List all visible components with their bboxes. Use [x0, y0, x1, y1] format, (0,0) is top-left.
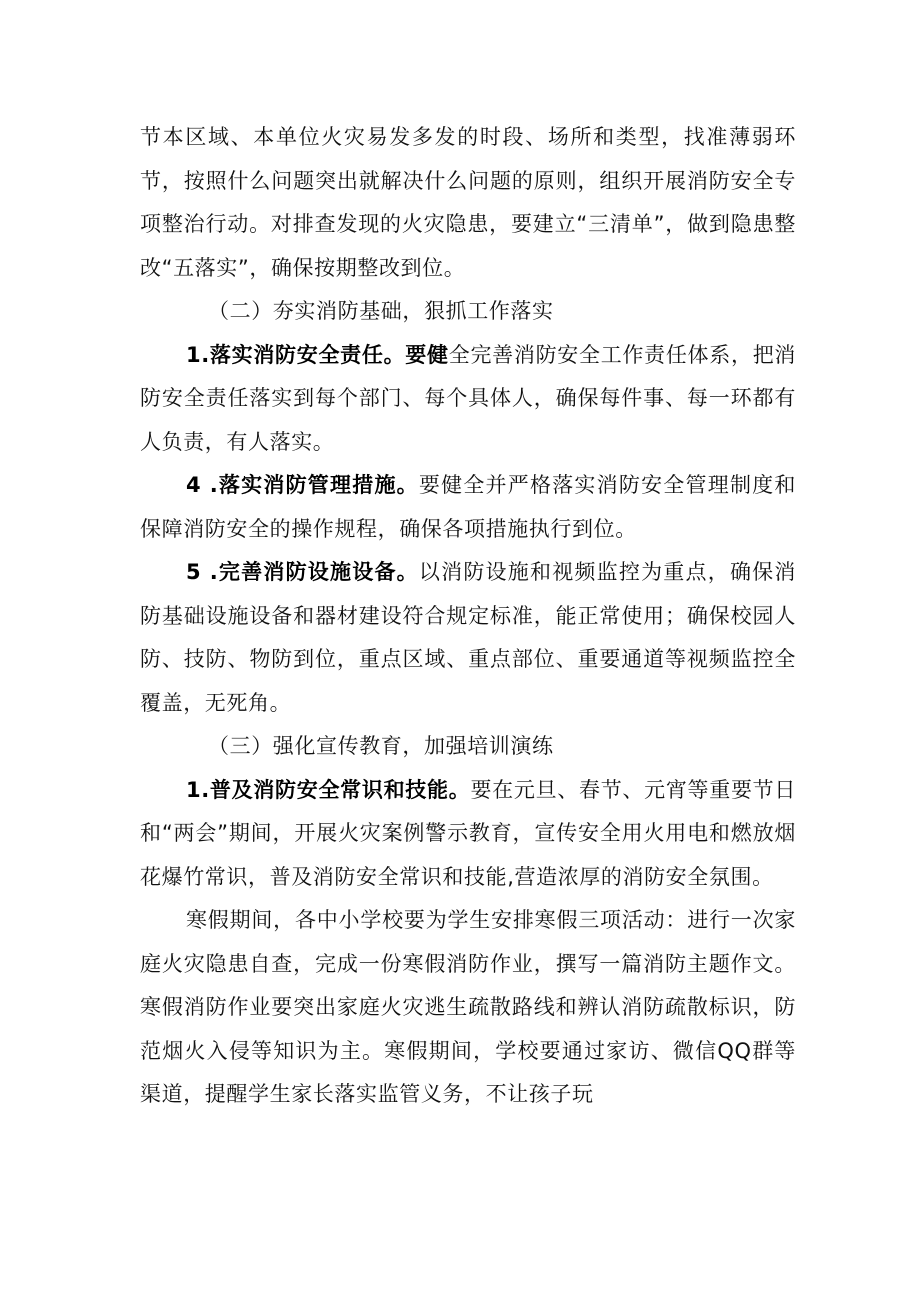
- paragraph-facilities: [140, 551, 796, 725]
- item-title-facilities: 5 .完善消防设施设备。: [186, 560, 419, 584]
- item-text-facilities: 以消防设施和视频监控为重点，确保消防基础设施设备和器材建设符合规定标准，能正常使用；确保校园人防、技防、物防到位，重点区域、重点部位、重要通道等视频监控全覆盖，无死角。: [140, 560, 796, 715]
- paragraph-knowledge-skills: [140, 769, 796, 900]
- item-title-measures: 4 .落实消防管理措施。: [186, 473, 419, 497]
- paragraph-intro: 节本区域、本单位火灾易发多发的时段、场所和类型，找准薄弱环节，按照什么问题突出就解决什么问题的原则，组织开展消防安全专项整治行动。对排查发现的火灾隐患，要建立“三清单”，做到隐患整改“五落实”，确保按期整改到位。: [140, 125, 796, 280]
- paragraph-winter-vacation: 寒假期间，各中小学校要为学生安排寒假三项活动：进行一次家庭火灾隐患自查，完成一份寒假消防作业，撰写一篇消防主题作文。寒假消防作业要突出家庭火灾逃生疏散路线和辨认消防疏散标识，防范烟火入侵等知识为主。寒假期间，学校要通过家访、微信QQ群等渠道，提醒学生家长落实监管义务，不让孩子玩: [140, 908, 796, 1106]
- item-text-responsibility: 全完善消防安全工作责任体系，把消防安全责任落实到每个部门、每个具体人，确保每件事、每一环都有人负责，有人落实。: [140, 342, 796, 454]
- section-heading-2: （二）夯实消防基础，狠抓工作落实: [208, 299, 554, 323]
- document-body: [140, 116, 796, 1117]
- item-title-knowledge: 1.普及消防安全常识和技能。: [186, 777, 471, 802]
- paragraph-management-measures: [140, 464, 796, 551]
- item-text-measures: 要健全并严格落实消防安全管理制度和保障消防安全的操作规程，确保各项措施执行到位。: [140, 473, 796, 541]
- section-heading-3: （三）强化宣传教育，加强培训演练: [208, 734, 554, 758]
- item-title-responsibility: 1.落实消防安全责任。要健: [186, 342, 449, 367]
- paragraph-fire-safety-responsibility: [140, 334, 796, 465]
- item-text-knowledge: 要在元旦、春节、元宵等重要节日和“两会”期间，开展火灾案例警示教育，宣传安全用火用电和燃放烟花爆竹常识，普及消防安全常识和技能,营造浓厚的消防安全氛围。: [140, 777, 796, 889]
